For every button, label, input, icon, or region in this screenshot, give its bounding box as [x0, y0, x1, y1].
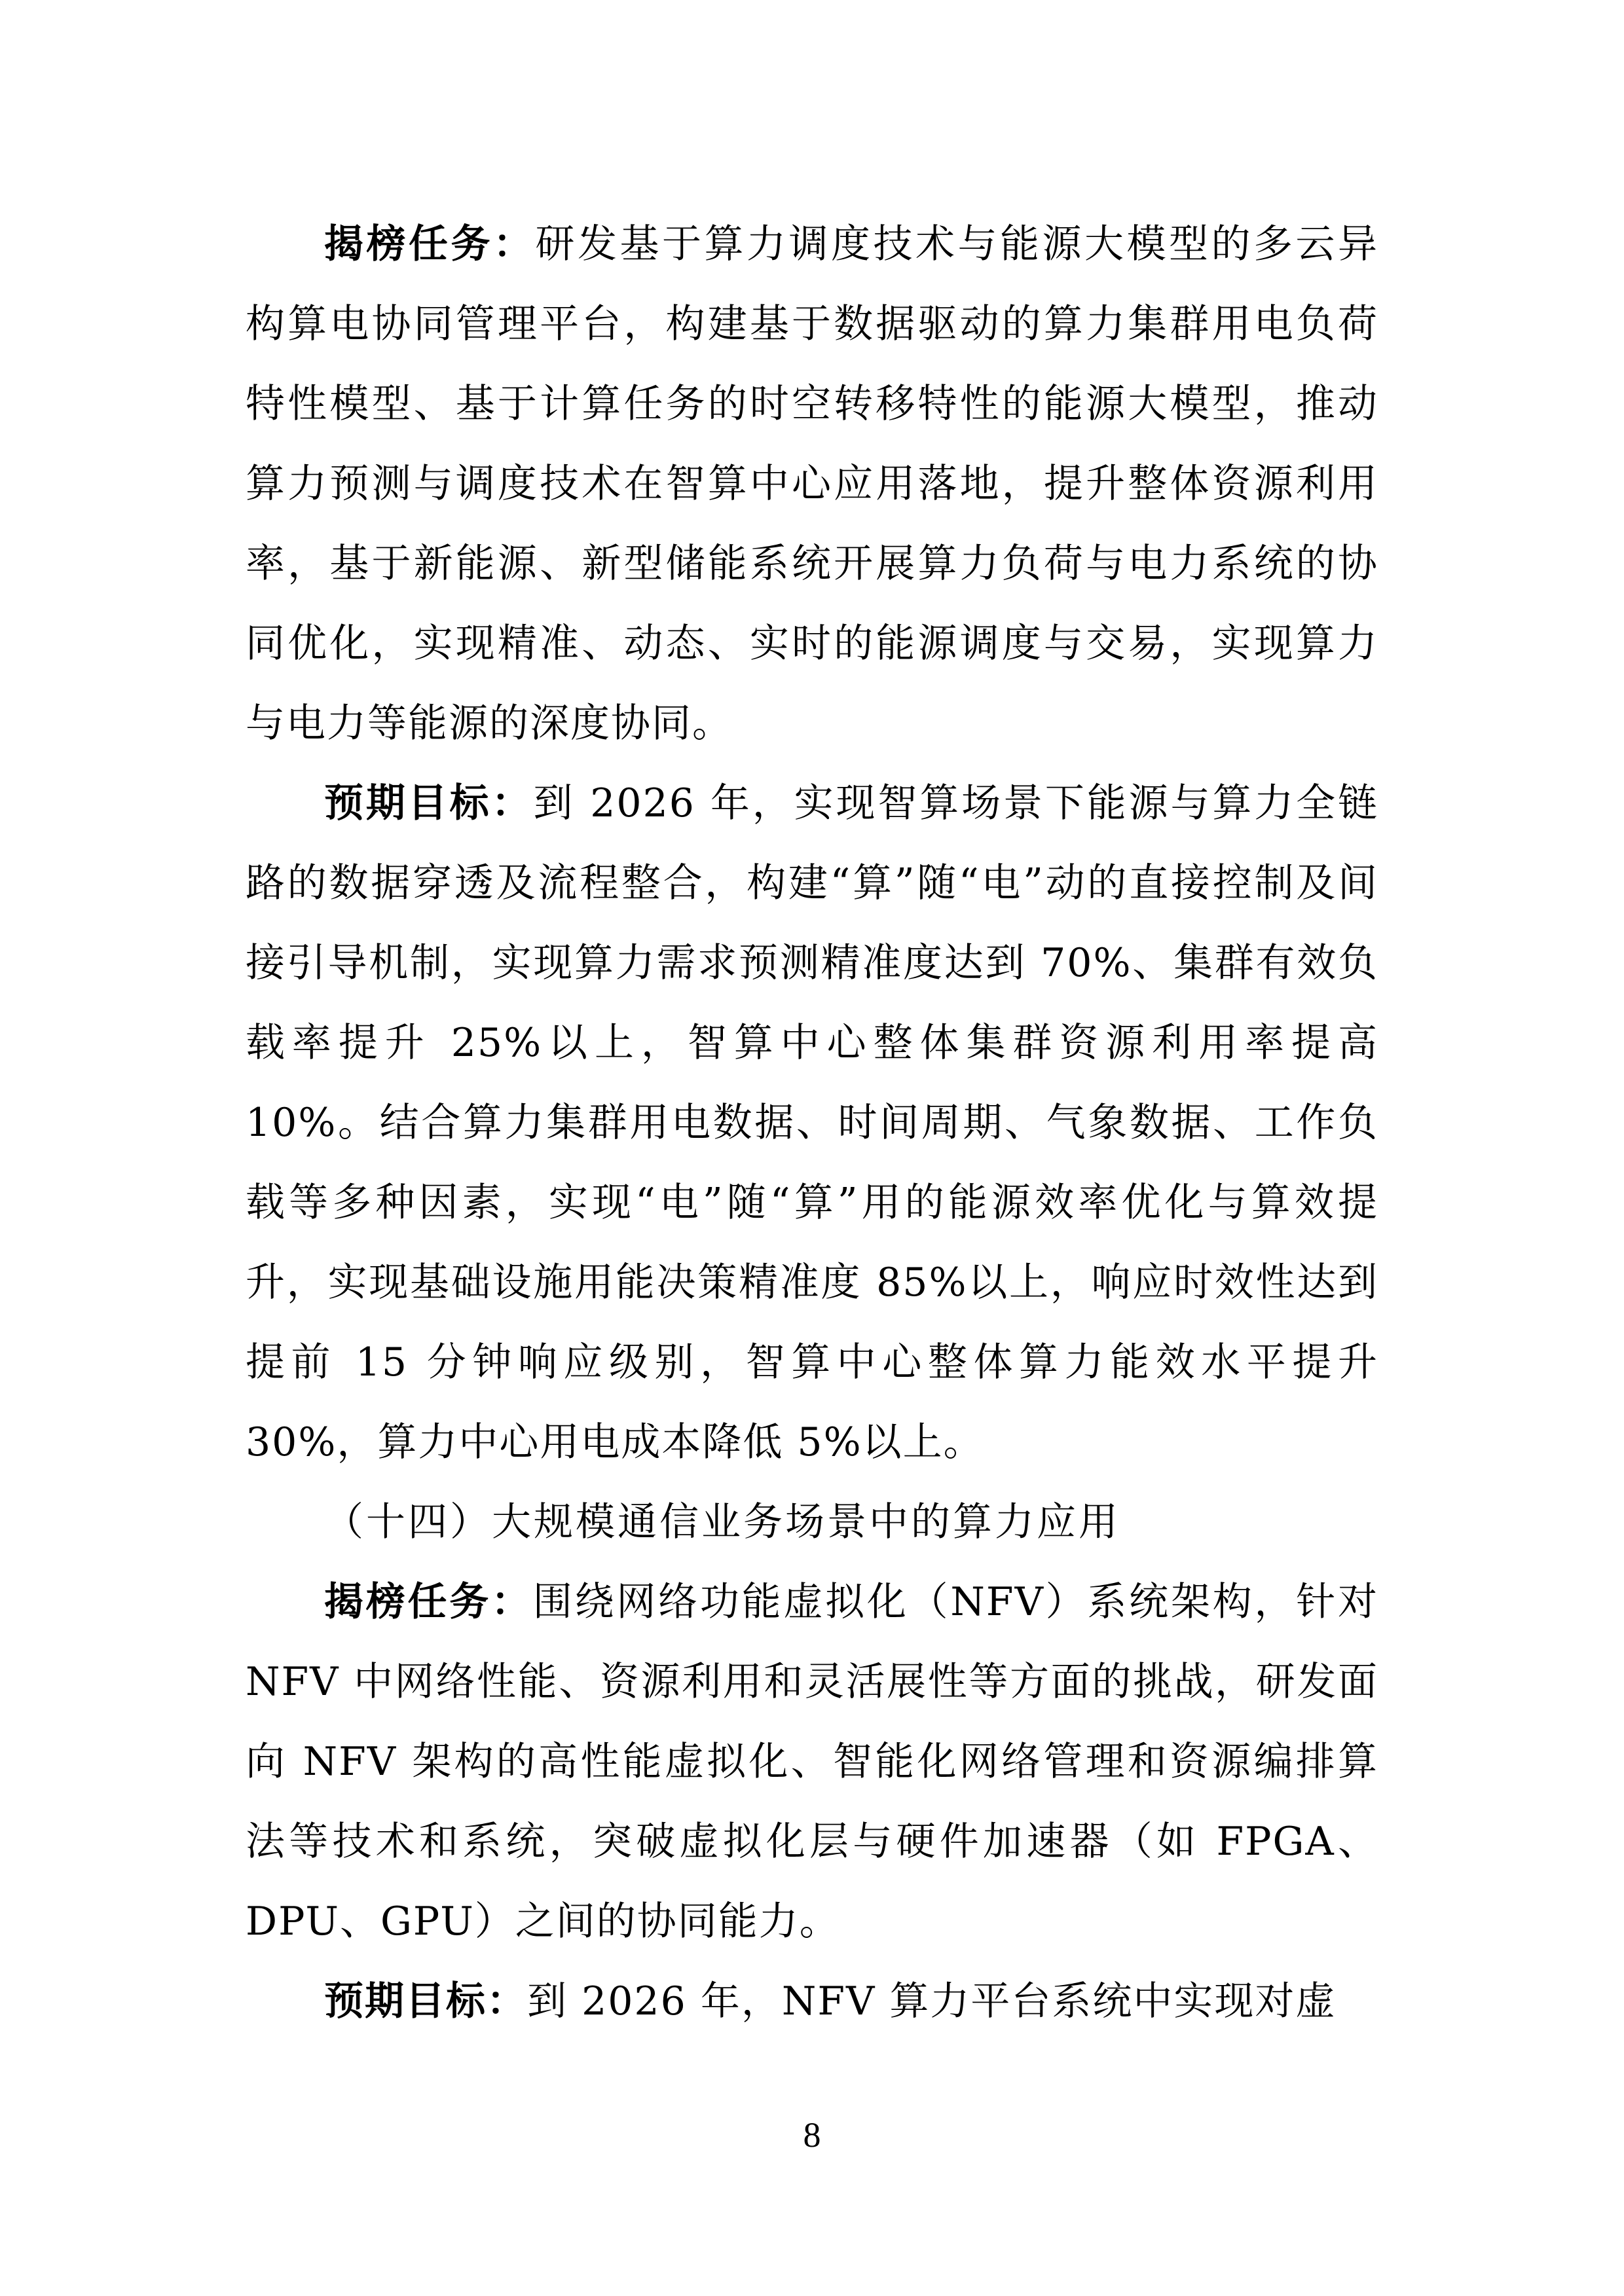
- document-body: [246, 204, 1378, 2041]
- paragraph-text: 到 2026 年，实现智算场景下能源与算力全链路的数据穿透及流程整合，构建“算”随“电”动的直接控制及间接引导机制，实现算力需求预测精准度达到 70%、集群有效负载率提升 25%以上，智算中心整体集群资源利用率提高 10%。结合算力集群用电数据、时间周期、气象数据、工作负载等多种因素，实现“电”随“算”用的能源效率优化与算效提升，实现基础设施用能决策精准度 85%以上，响应时效性达到提前 15 分钟响应级别，智算中心整体算力能效水平提升 30%，算力中心用电成本降低 5%以上。: [246, 780, 1379, 1465]
- paragraph-goal-1: [246, 763, 1378, 1482]
- paragraph-text: 到 2026 年，NFV 算力平台系统中实现对虚: [527, 1978, 1337, 2024]
- paragraph-lead: 预期目标：: [324, 780, 534, 826]
- page-number: 8: [803, 2115, 821, 2155]
- paragraph-lead: 揭榜任务：: [324, 221, 536, 267]
- paragraph-task-2: [246, 1562, 1378, 1961]
- paragraph-text: 研发基于算力调度技术与能源大模型的多云异构算电协同管理平台，构建基于数据驱动的算力集群用电负荷特性模型、基于计算任务的时空转移特性的能源大模型，推动算力预测与调度技术在智算中心应用落地，提升整体资源利用率，基于新能源、新型储能系统开展算力负荷与电力系统的协同优化，实现精准、动态、实时的能源调度与交易，实现算力与电力等能源的深度协同。: [246, 221, 1378, 746]
- paragraph-lead: 揭榜任务：: [324, 1579, 533, 1625]
- section-heading: （十四）大规模通信业务场景中的算力应用: [324, 1499, 1120, 1545]
- paragraph-task-1: [246, 204, 1378, 763]
- paragraph-text: 围绕网络功能虚拟化（NFV）系统架构，针对 NFV 中网络性能、资源利用和灵活展性等方面的挑战，研发面向 NFV 架构的高性能虚拟化、智能化网络管理和资源编排算法等技术和系统，突破虚拟化层与硬件加速器（如 FPGA、DPU、GPU）之间的协同能力。: [246, 1579, 1378, 1944]
- paragraph-lead: 预期目标：: [324, 1978, 527, 2024]
- paragraph-goal-2: [246, 1961, 1378, 2041]
